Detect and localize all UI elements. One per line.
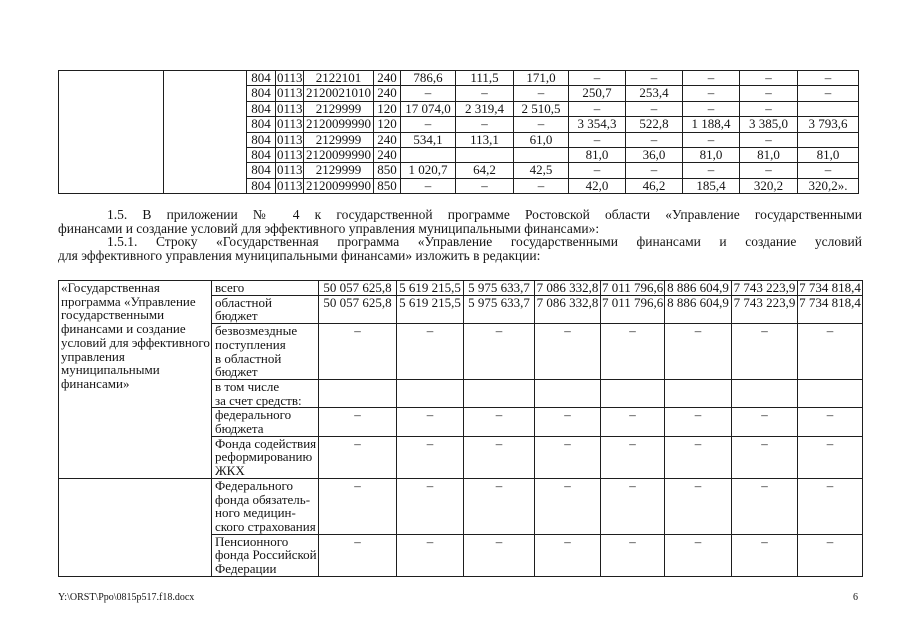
amount-cell: –	[665, 534, 732, 576]
expense-type-cell: 240	[374, 71, 401, 86]
amount-cell: –	[732, 408, 798, 436]
amount-cell: –	[569, 71, 626, 86]
amount-cell: 81,0	[740, 148, 798, 163]
amount-cell: 534,1	[401, 132, 456, 147]
amount-cell: 81,0	[798, 148, 859, 163]
section-code-cell: 0113	[277, 177, 303, 193]
amount-cell: –	[601, 408, 665, 436]
amount-cell: 42,5	[514, 163, 569, 178]
amount-cell: –	[569, 101, 626, 116]
amount-cell: –	[798, 86, 859, 101]
empty-cell	[535, 379, 601, 407]
amount-cell: –	[798, 163, 859, 178]
amount-cell: 7 011 796,6	[602, 280, 664, 295]
ministry-code-cell: 804	[247, 101, 276, 116]
amount-cell: –	[319, 436, 397, 478]
amount-cell: 50 057 625,8	[319, 281, 397, 296]
ministry-code-cell: 804	[247, 178, 276, 193]
amount-cell: –	[456, 178, 514, 193]
section-code-cell: 0113	[277, 70, 303, 85]
expense-type-cell: 240	[374, 148, 401, 163]
section-code-cell: 0113	[277, 147, 303, 163]
target-article-cell: 2120099990	[304, 148, 374, 163]
amount-cell: –	[665, 478, 732, 534]
budget-allocation-table	[58, 70, 859, 194]
amount-cell: –	[740, 132, 798, 147]
amount-cell	[798, 132, 859, 147]
amount-cell: 111,5	[456, 71, 514, 86]
amount-cell: 8 886 604,9	[665, 295, 732, 323]
amount-cell: 81,0	[683, 148, 740, 163]
amount-cell: –	[464, 324, 535, 380]
target-article-cell: 2120099990	[304, 178, 374, 193]
target-article-cell: 2129999	[304, 101, 374, 116]
amount-cell	[456, 148, 514, 163]
amount-cell: 320,2	[740, 178, 798, 193]
ministry-code-cell: 804	[247, 86, 276, 101]
amount-cell: –	[601, 534, 665, 576]
amount-cell: 171,0	[514, 71, 569, 86]
amount-cell: 7 734 818,4	[799, 280, 861, 295]
amount-cell: –	[464, 478, 535, 534]
target-article-cell: 2120099990	[304, 117, 374, 132]
amount-cell: –	[319, 478, 397, 534]
amount-cell: –	[626, 132, 683, 147]
expense-type-cell: 240	[374, 86, 401, 101]
page-number: 6	[853, 592, 858, 603]
amount-cell: –	[514, 117, 569, 132]
amount-cell: –	[401, 178, 456, 193]
ministry-code-cell: 804	[247, 148, 276, 163]
amount-cell: –	[601, 436, 665, 478]
amount-cell: –	[626, 101, 683, 116]
amount-cell: –	[798, 436, 863, 478]
amount-cell: 7 086 332,8	[535, 281, 601, 296]
table-row	[59, 71, 859, 86]
expense-type-cell: 240	[374, 132, 401, 147]
ministry-code-cell: 804	[247, 132, 276, 147]
funding-source-label: областной бюджет	[212, 295, 319, 323]
amount-cell: 5 975 633,7	[464, 281, 535, 296]
program-name-cell: «Государственная программа «Управление государственными финансами и создание условий для эффективного управления муниципальными финансами»	[59, 281, 212, 479]
blank-cell	[164, 71, 247, 194]
funding-source-label: в том числе за счет средств:	[212, 379, 319, 407]
expense-type-cell: 850	[374, 163, 401, 178]
target-article-cell: 2129999	[304, 163, 374, 178]
amount-cell: –	[732, 478, 798, 534]
amount-cell: –	[401, 86, 456, 101]
amount-cell: 3 793,6	[798, 117, 859, 132]
empty-cell	[798, 379, 863, 407]
amount-cell: –	[535, 324, 601, 380]
amount-cell: –	[798, 534, 863, 576]
amount-cell: –	[732, 324, 798, 380]
amount-cell: –	[665, 324, 732, 380]
amount-cell: 786,6	[401, 71, 456, 86]
funding-source-label: всего	[212, 281, 319, 296]
blank-cell	[59, 478, 212, 576]
expense-type-cell: 850	[374, 178, 401, 193]
table-row	[59, 478, 863, 534]
amount-cell: 61,0	[514, 132, 569, 147]
paragraph-1-5	[58, 208, 862, 235]
section-code-cell: 0113	[277, 116, 303, 132]
amount-cell: 7 086 332,8	[535, 295, 601, 323]
empty-cell	[665, 379, 732, 407]
amount-cell: –	[514, 86, 569, 101]
empty-cell	[319, 379, 397, 407]
amount-cell: –	[456, 86, 514, 101]
amount-cell: 2 510,5	[514, 101, 569, 116]
section-code-cell: 0113	[277, 85, 303, 101]
amount-cell: –	[535, 478, 601, 534]
paragraph-1-5-1	[58, 235, 862, 262]
amount-cell: –	[740, 71, 798, 86]
amount-cell: 5 619 215,5	[397, 281, 464, 296]
amount-cell: –	[397, 324, 464, 380]
amount-cell: –	[732, 534, 798, 576]
amount-cell: –	[319, 534, 397, 576]
amount-cell: –	[683, 71, 740, 86]
program-financing-table	[58, 280, 863, 577]
amount-cell: –	[319, 408, 397, 436]
footer-file-path: Y:\ORST\Ppo\0815p517.f18.docx	[58, 592, 195, 603]
amount-cell: –	[740, 101, 798, 116]
amount-cell: –	[601, 324, 665, 380]
blank-cell	[59, 71, 164, 194]
amount-cell: 42,0	[569, 178, 626, 193]
amount-cell: 3 385,0	[740, 117, 798, 132]
amount-cell: –	[798, 478, 863, 534]
amount-cell: –	[798, 408, 863, 436]
funding-source-label: Фонда содействия реформированию ЖКХ	[212, 436, 319, 478]
amount-cell: –	[464, 534, 535, 576]
amount-cell: –	[401, 117, 456, 132]
amount-cell: –	[740, 163, 798, 178]
amount-cell: 7 011 796,6	[601, 295, 665, 323]
ministry-code-cell: 804	[247, 117, 276, 132]
amount-cell: –	[319, 324, 397, 380]
amount-cell: 113,1	[456, 132, 514, 147]
amount-cell: –	[535, 408, 601, 436]
amount-cell: 81,0	[569, 148, 626, 163]
amount-cell: –	[397, 478, 464, 534]
amount-cell: –	[397, 534, 464, 576]
amount-cell: 2 319,4	[456, 101, 514, 116]
amendment-text	[58, 208, 862, 263]
amount-cell: –	[626, 163, 683, 178]
amount-cell: –	[535, 436, 601, 478]
paragraph-line: финансами и создание условий для эффективного управления муниципальными финансами»:	[58, 220, 600, 236]
ministry-code-cell: 804	[247, 163, 276, 178]
amount-cell: –	[798, 324, 863, 380]
amount-cell: –	[569, 132, 626, 147]
amount-cell	[798, 101, 859, 116]
amount-cell	[514, 148, 569, 163]
target-article-cell: 2129999	[304, 132, 374, 147]
amount-cell: 8 886 604,9	[665, 281, 732, 296]
amount-cell: 3 354,3	[569, 117, 626, 132]
target-article-cell: 2120021010	[304, 86, 374, 101]
amount-cell: 7 743 223,9	[732, 281, 798, 296]
amount-cell: –	[601, 478, 665, 534]
amount-cell: 522,8	[626, 117, 683, 132]
section-code-cell: 0113	[277, 162, 303, 178]
section-code-cell: 0113	[277, 131, 303, 147]
amount-cell: 250,7	[569, 86, 626, 101]
amount-cell: –	[456, 117, 514, 132]
funding-source-label: безвозмездные поступления в областной бюджет	[212, 324, 319, 380]
amount-cell: –	[683, 86, 740, 101]
paragraph-line: для эффективного управления муниципальными финансами» изложить в редакции:	[58, 248, 541, 264]
amount-cell: –	[683, 132, 740, 147]
amount-cell: –	[740, 86, 798, 101]
amount-cell: 17 074,0	[401, 101, 456, 116]
amount-cell: 1 020,7	[401, 163, 456, 178]
amount-cell: –	[665, 408, 732, 436]
empty-cell	[601, 379, 665, 407]
amount-cell: –	[514, 178, 569, 193]
amount-cell: –	[397, 408, 464, 436]
section-code-cell: 0113	[277, 100, 303, 116]
funding-source-label: Пенсионного фонда Российской Федерации	[212, 534, 319, 576]
amount-cell: 50 057 625,8	[319, 295, 397, 323]
amount-cell: –	[464, 436, 535, 478]
amount-cell: 64,2	[456, 163, 514, 178]
amount-cell: 1 188,4	[683, 117, 740, 132]
funding-source-label: федерального бюджета	[212, 408, 319, 436]
amount-cell: 7 743 223,9	[732, 295, 798, 323]
target-article-cell: 2122101	[304, 71, 374, 86]
amount-cell: 5 975 633,7	[464, 295, 535, 323]
paragraph-line: 1.5. В приложении № 4 к государственной программе Ростовской области «Управление государственными	[107, 207, 862, 222]
amount-cell: –	[665, 436, 732, 478]
amount-cell: 36,0	[626, 148, 683, 163]
amount-cell: 185,4	[683, 178, 740, 193]
table-row	[59, 281, 863, 296]
amount-cell: –	[683, 101, 740, 116]
amount-cell: –	[683, 163, 740, 178]
amount-cell: 253,4	[626, 86, 683, 101]
empty-cell	[397, 379, 464, 407]
amount-cell: –	[798, 71, 859, 86]
amount-cell	[401, 148, 456, 163]
empty-cell	[464, 379, 535, 407]
amount-cell: –	[732, 436, 798, 478]
expense-type-cell: 120	[374, 101, 401, 116]
amount-cell: –	[626, 71, 683, 86]
amount-cell: –	[397, 436, 464, 478]
paragraph-line: 1.5.1. Строку «Государственная программа «Управление государственными финансами и создание условий	[107, 234, 862, 250]
amount-cell: –	[569, 163, 626, 178]
amount-cell: 7 734 818,4	[798, 295, 863, 323]
empty-cell	[732, 379, 798, 407]
amount-cell: 5 619 215,5	[397, 295, 464, 323]
ministry-code-cell: 804	[247, 71, 276, 86]
amount-cell: –	[464, 408, 535, 436]
funding-source-label: Федерального фонда обязатель- ного медицин- ского страхования	[212, 478, 319, 534]
expense-type-cell: 120	[374, 117, 401, 132]
amount-cell: 46,2	[626, 178, 683, 193]
amount-cell: –	[535, 534, 601, 576]
amount-cell: 320,2».	[798, 178, 859, 193]
